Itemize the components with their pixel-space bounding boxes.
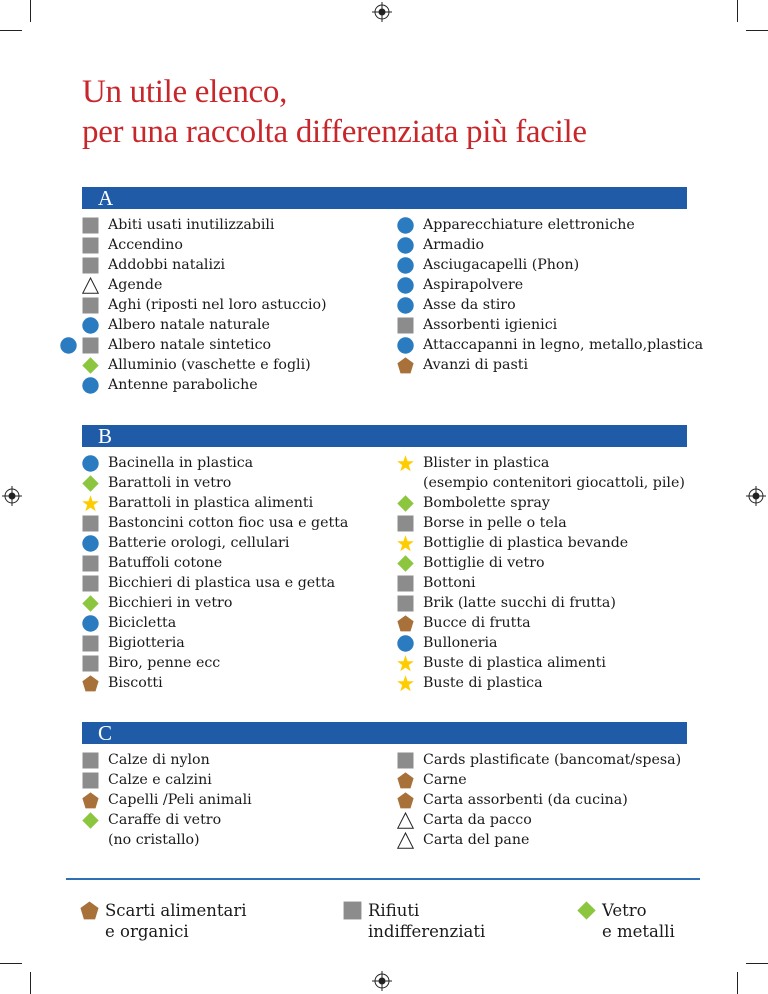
circle-icon bbox=[60, 337, 77, 354]
square-icon bbox=[82, 515, 99, 532]
list-item bbox=[82, 553, 348, 573]
pentagon-icon bbox=[397, 357, 414, 374]
list-item bbox=[82, 790, 252, 810]
section-b-left-list bbox=[82, 453, 348, 693]
circle-icon bbox=[82, 455, 99, 472]
diamond-icon bbox=[82, 595, 99, 612]
list-item bbox=[82, 513, 348, 533]
square-icon bbox=[397, 317, 414, 334]
square-icon bbox=[397, 515, 414, 532]
legend-organic-line2: e organici bbox=[105, 922, 189, 941]
list-item-label: Capelli /Peli animali bbox=[108, 792, 252, 808]
section-c-left-list bbox=[82, 750, 252, 850]
crop-mark bbox=[737, 972, 738, 994]
list-item bbox=[397, 295, 703, 315]
list-item bbox=[397, 633, 685, 653]
list-item bbox=[82, 375, 327, 395]
square-icon bbox=[82, 297, 99, 314]
list-item bbox=[397, 573, 685, 593]
list-item bbox=[82, 770, 252, 790]
list-item bbox=[82, 613, 348, 633]
circle-icon bbox=[397, 237, 414, 254]
diamond-icon bbox=[82, 357, 99, 374]
circle-icon bbox=[82, 615, 99, 632]
circle-icon bbox=[82, 317, 99, 334]
square-icon bbox=[82, 635, 99, 652]
crop-mark bbox=[746, 30, 768, 31]
list-item-label: Attaccapanni in legno, metallo,plastica bbox=[423, 337, 704, 353]
circle-icon bbox=[397, 257, 414, 274]
section-c-right-list bbox=[397, 750, 681, 850]
list-item-label: Albero natale naturale bbox=[108, 317, 270, 333]
list-item-label: Brik (latte succhi di frutta) bbox=[423, 595, 616, 611]
list-item-label: Carta del pane bbox=[423, 832, 530, 848]
list-item-label: Biro, penne ecc bbox=[108, 655, 221, 671]
title-line-1: Un utile elenco, bbox=[82, 74, 288, 110]
section-a-right-list bbox=[397, 215, 703, 375]
list-item-label: Alluminio (vaschette e fogli) bbox=[108, 357, 311, 373]
list-item-label: Bottiglie di plastica bevande bbox=[423, 535, 629, 551]
list-item bbox=[82, 255, 327, 275]
list-item bbox=[82, 653, 348, 673]
diamond-icon bbox=[397, 495, 414, 512]
list-item-label: Borse in pelle o tela bbox=[423, 515, 567, 531]
list-item-label: Aspirapolvere bbox=[423, 277, 524, 293]
list-item-label: Bombolette spray bbox=[423, 495, 550, 511]
list-item bbox=[397, 255, 703, 275]
list-item-label: Bottoni bbox=[423, 575, 476, 591]
list-item bbox=[397, 453, 685, 473]
crop-mark bbox=[737, 0, 738, 22]
legend-residual-line1: Rifiuti bbox=[368, 901, 420, 920]
crop-mark bbox=[30, 972, 31, 994]
legend-glass-metal-line2: e metalli bbox=[602, 922, 675, 941]
list-item bbox=[397, 790, 681, 810]
registration-mark-icon bbox=[2, 486, 22, 506]
list-item bbox=[397, 315, 703, 335]
list-item bbox=[397, 275, 703, 295]
list-item bbox=[397, 770, 681, 790]
list-item bbox=[397, 750, 681, 770]
footer-divider bbox=[66, 878, 700, 880]
list-item bbox=[397, 553, 685, 573]
list-item bbox=[82, 473, 348, 493]
list-item bbox=[397, 613, 685, 633]
list-item bbox=[397, 673, 685, 693]
section-header-a: A bbox=[82, 187, 687, 209]
triangle-icon bbox=[397, 812, 414, 829]
diamond-icon bbox=[82, 475, 99, 492]
square-icon bbox=[82, 237, 99, 254]
list-item-label: Asciugacapelli (Phon) bbox=[423, 257, 580, 273]
list-item-label: Carne bbox=[423, 772, 467, 788]
list-item-label: Bottiglie di vetro bbox=[423, 555, 545, 571]
list-item bbox=[397, 355, 703, 375]
list-item-label: Blister in plastica bbox=[423, 455, 550, 471]
list-item-label: Bigiotteria bbox=[108, 635, 185, 651]
star-icon bbox=[397, 455, 414, 472]
list-item-label: Batterie orologi, cellulari bbox=[108, 535, 290, 551]
diamond-icon bbox=[577, 901, 596, 920]
list-item bbox=[82, 295, 327, 315]
list-item-label: Bulloneria bbox=[423, 635, 498, 651]
crop-mark bbox=[0, 30, 22, 31]
list-item bbox=[82, 750, 252, 770]
list-item bbox=[82, 315, 327, 335]
crop-mark bbox=[30, 0, 31, 22]
list-item bbox=[82, 235, 327, 255]
list-item-label: Abiti usati inutilizzabili bbox=[108, 217, 275, 233]
star-icon bbox=[397, 655, 414, 672]
list-item bbox=[82, 830, 252, 850]
legend-organic-line1: Scarti alimentari bbox=[105, 901, 247, 920]
list-item-label: Asse da stiro bbox=[423, 297, 516, 313]
square-icon bbox=[82, 555, 99, 572]
registration-mark-icon bbox=[372, 2, 392, 22]
legend-glass-metal-line1: Vetro bbox=[602, 901, 647, 920]
registration-mark-icon bbox=[372, 971, 392, 991]
square-icon bbox=[397, 575, 414, 592]
list-item bbox=[82, 215, 327, 235]
list-item bbox=[397, 235, 703, 255]
list-item bbox=[397, 473, 685, 493]
legend-glass-metal bbox=[602, 900, 675, 942]
list-item-label: Addobbi natalizi bbox=[108, 257, 226, 273]
list-item bbox=[397, 215, 703, 235]
square-icon bbox=[343, 901, 362, 920]
list-item bbox=[82, 593, 348, 613]
list-item-label: Bicchieri in vetro bbox=[108, 595, 233, 611]
title-line-2: per una raccolta differenziata più facile bbox=[82, 114, 587, 150]
registration-mark-icon bbox=[746, 486, 766, 506]
square-icon bbox=[82, 752, 99, 769]
square-icon bbox=[82, 337, 99, 354]
list-item bbox=[397, 533, 685, 553]
section-header-b: B bbox=[82, 425, 687, 447]
crop-mark bbox=[746, 963, 768, 964]
crop-mark bbox=[0, 963, 22, 964]
list-item-label: Bicicletta bbox=[108, 615, 177, 631]
section-b-right-list bbox=[397, 453, 685, 693]
legend-residual-line2: indifferenziati bbox=[368, 922, 486, 941]
list-item-label: Carta assorbenti (da cucina) bbox=[423, 792, 628, 808]
list-item bbox=[397, 513, 685, 533]
square-icon bbox=[397, 595, 414, 612]
list-item-label: Barattoli in vetro bbox=[108, 475, 232, 491]
page-title bbox=[82, 72, 587, 152]
circle-icon bbox=[397, 297, 414, 314]
list-item bbox=[82, 533, 348, 553]
circle-icon bbox=[397, 277, 414, 294]
list-item-label: (no cristallo) bbox=[108, 832, 200, 848]
list-item bbox=[82, 673, 348, 693]
square-icon bbox=[82, 772, 99, 789]
square-icon bbox=[82, 575, 99, 592]
list-item-label: Carta da pacco bbox=[423, 812, 532, 828]
circle-icon bbox=[397, 635, 414, 652]
list-item bbox=[82, 493, 348, 513]
list-item-label: Calze e calzini bbox=[108, 772, 212, 788]
list-item-label: Agende bbox=[108, 277, 163, 293]
list-item-label: Calze di nylon bbox=[108, 752, 210, 768]
list-item-label: (esempio contenitori giocattoli, pile) bbox=[423, 475, 685, 491]
list-item-label: Armadio bbox=[423, 237, 485, 253]
list-item-label: Biscotti bbox=[108, 675, 163, 691]
list-item-label: Barattoli in plastica alimenti bbox=[108, 495, 314, 511]
legend-residual bbox=[368, 900, 485, 942]
list-item-label: Batuffoli cotone bbox=[108, 555, 223, 571]
list-item bbox=[82, 810, 252, 830]
list-item-label: Bicchieri di plastica usa e getta bbox=[108, 575, 336, 591]
list-item bbox=[397, 593, 685, 613]
pentagon-icon bbox=[397, 615, 414, 632]
list-item bbox=[82, 355, 327, 375]
triangle-icon bbox=[397, 832, 414, 849]
star-icon bbox=[397, 535, 414, 552]
square-icon bbox=[82, 257, 99, 274]
square-icon bbox=[82, 217, 99, 234]
list-item-label: Bucce di frutta bbox=[423, 615, 531, 631]
list-item-label: Buste di plastica bbox=[423, 675, 543, 691]
list-item-label: Avanzi di pasti bbox=[423, 357, 528, 373]
list-item-label: Aghi (riposti nel loro astuccio) bbox=[108, 297, 327, 313]
list-item bbox=[397, 653, 685, 673]
list-item-label: Buste di plastica alimenti bbox=[423, 655, 606, 671]
pentagon-icon bbox=[82, 792, 99, 809]
list-item bbox=[82, 573, 348, 593]
list-item-label: Bastoncini cotton fioc usa e getta bbox=[108, 515, 349, 531]
list-item bbox=[82, 633, 348, 653]
star-icon bbox=[82, 495, 99, 512]
legend-organic bbox=[105, 900, 246, 942]
pentagon-icon bbox=[80, 901, 99, 920]
section-header-c: C bbox=[82, 722, 687, 744]
list-item-label: Accendino bbox=[108, 237, 183, 253]
diamond-icon bbox=[82, 812, 99, 829]
diamond-icon bbox=[397, 555, 414, 572]
list-item bbox=[82, 453, 348, 473]
circle-icon bbox=[82, 535, 99, 552]
list-item bbox=[397, 335, 703, 355]
list-item bbox=[397, 830, 681, 850]
list-item-label: Albero natale sintetico bbox=[108, 337, 272, 353]
list-item-label: Apparecchiature elettroniche bbox=[423, 217, 635, 233]
list-item-label: Cards plastificate (bancomat/spesa) bbox=[423, 752, 682, 768]
triangle-icon bbox=[82, 277, 99, 294]
circle-icon bbox=[82, 377, 99, 394]
pentagon-icon bbox=[397, 772, 414, 789]
star-icon bbox=[397, 675, 414, 692]
list-item bbox=[397, 493, 685, 513]
circle-icon bbox=[397, 337, 414, 354]
list-item bbox=[397, 810, 681, 830]
square-icon bbox=[397, 752, 414, 769]
section-a-left-list bbox=[82, 215, 327, 395]
list-item-label: Bacinella in plastica bbox=[108, 455, 254, 471]
list-item-label: Caraffe di vetro bbox=[108, 812, 222, 828]
list-item bbox=[82, 275, 327, 295]
pentagon-icon bbox=[82, 675, 99, 692]
square-icon bbox=[82, 655, 99, 672]
list-item-label: Antenne paraboliche bbox=[108, 377, 258, 393]
list-item-label: Assorbenti igienici bbox=[423, 317, 558, 333]
circle-icon bbox=[397, 217, 414, 234]
pentagon-icon bbox=[397, 792, 414, 809]
list-item bbox=[82, 335, 327, 355]
